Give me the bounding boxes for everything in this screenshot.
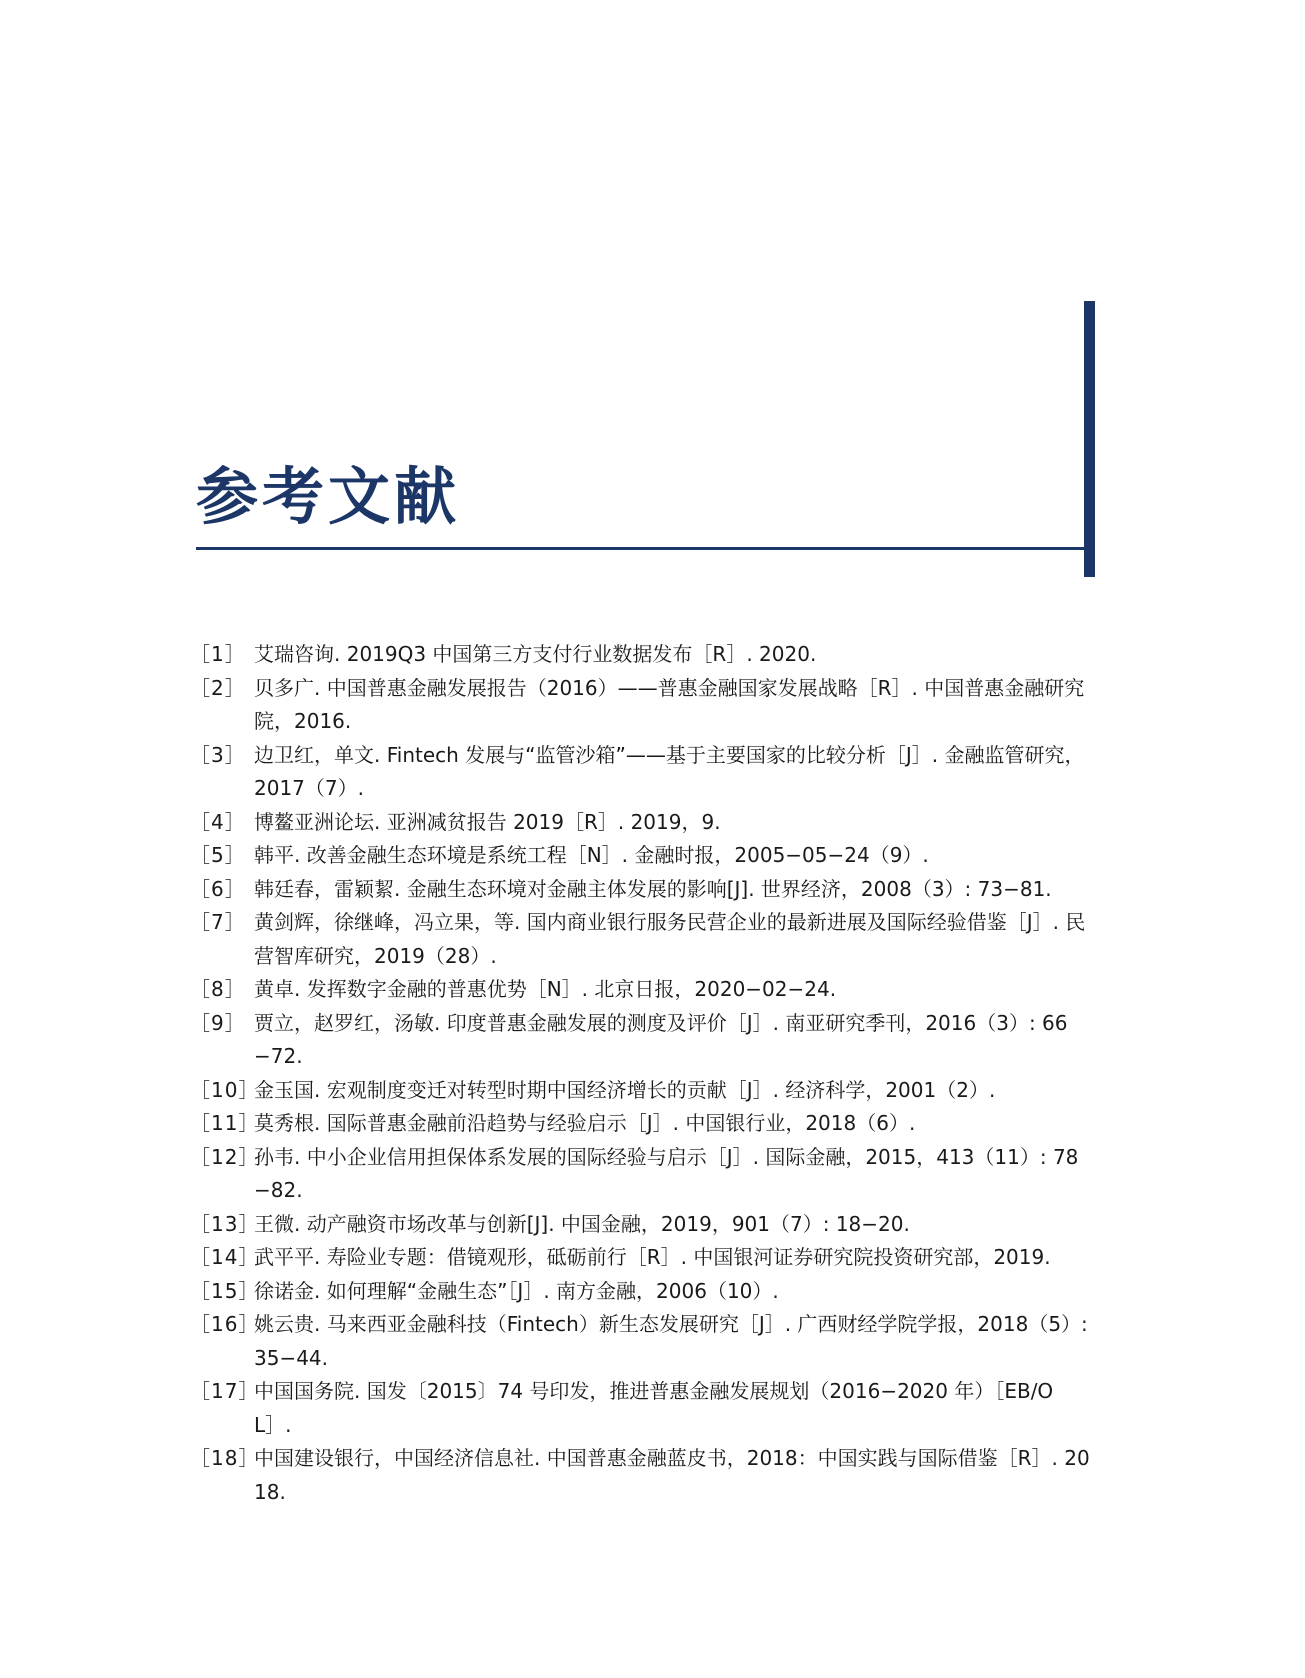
reference-item — [190, 1007, 1090, 1074]
reference-item — [190, 672, 1090, 739]
reference-item — [190, 1107, 1090, 1141]
reference-number: ［14］ — [190, 1245, 260, 1269]
reference-number: ［2］ — [190, 675, 246, 700]
reference-text: 韩廷春，雷颖絜. 金融生态环境对金融主体发展的影响[J]. 世界经济，2008（3）: 73−81. — [254, 876, 1052, 901]
reference-item — [190, 1442, 1090, 1509]
decorative-side-bar — [1084, 301, 1095, 577]
reference-item — [190, 1275, 1090, 1309]
reference-text: 莫秀根. 国际普惠金融前沿趋势与经验启示［J］. 中国银行业，2018（6）. — [254, 1111, 916, 1135]
reference-text: 黄卓. 发挥数字金融的普惠优势［N］. 北京日报，2020−02−24. — [254, 977, 837, 1001]
reference-text: 贝多广. 中国普惠金融发展报告（2016）——普惠金融国家发展战略［R］. 中国普惠金融研究院，2016. — [254, 675, 1085, 733]
reference-text: 姚云贵. 马来西亚金融科技（Fintech）新生态发展研究［J］. 广西财经学院学报，2018（5）: 35−44. — [254, 1312, 1088, 1370]
reference-number: ［6］ — [190, 876, 246, 901]
reference-item — [190, 806, 1090, 840]
reference-number: ［13］ — [190, 1211, 260, 1236]
reference-number: ［10］ — [190, 1077, 260, 1102]
reference-number: ［4］ — [190, 809, 246, 834]
reference-text: 金玉国. 宏观制度变迁对转型时期中国经济增长的贡献［J］. 经济科学，2001（2）. — [254, 1077, 996, 1102]
reference-text: 徐诺金. 如何理解“金融生态”［J］. 南方金融，2006（10）. — [254, 1278, 779, 1303]
reference-number: ［12］ — [190, 1144, 260, 1169]
reference-item — [190, 1074, 1090, 1108]
reference-number: ［18］ — [190, 1446, 260, 1470]
reference-item — [190, 906, 1090, 973]
reference-text: 中国国务院. 国发〔2015〕74 号印发，推进普惠金融发展规划（2016−2020 年）［EB/OL］. — [254, 1379, 1054, 1437]
reference-item — [190, 1375, 1090, 1442]
reference-number: ［15］ — [190, 1278, 260, 1303]
reference-item — [190, 973, 1090, 1007]
reference-number: ［8］ — [190, 977, 246, 1001]
reference-item — [190, 1208, 1090, 1242]
reference-text: 边卫红，单文. Fintech 发展与“监管沙箱”——基于主要国家的比较分析［J］. 金融监管研究，2017（7）. — [254, 742, 1085, 800]
reference-number: ［11］ — [190, 1111, 260, 1135]
reference-item — [190, 839, 1090, 873]
reference-text: 孙韦. 中小企业信用担保体系发展的国际经验与启示［J］. 国际金融，2015，413（11）: 78−82. — [254, 1144, 1079, 1202]
page-title: 参考文献 — [196, 460, 461, 533]
reference-list — [190, 638, 1090, 1509]
reference-text: 武平平. 寿险业专题：借镜观形，砥砺前行［R］. 中国银河证券研究院投资研究部，2019. — [254, 1245, 1051, 1269]
reference-text: 贾立，赵罗红，汤敏. 印度普惠金融发展的测度及评价［J］. 南亚研究季刊，2016（3）: 66−72. — [254, 1010, 1068, 1068]
reference-number: ［1］ — [190, 642, 246, 666]
reference-item — [190, 873, 1090, 907]
reference-text: 艾瑞咨询. 2019Q3 中国第三方支付行业数据发布［R］. 2020. — [254, 642, 817, 666]
reference-text: 中国建设银行，中国经济信息社. 中国普惠金融蓝皮书，2018：中国实践与国际借鉴［R］. 2018. — [254, 1446, 1090, 1504]
reference-number: ［5］ — [190, 843, 246, 867]
reference-number: ［16］ — [190, 1312, 260, 1336]
reference-item — [190, 739, 1090, 806]
reference-number: ［9］ — [190, 1010, 246, 1035]
reference-text: 博鳌亚洲论坛. 亚洲减贫报告 2019［R］. 2019，9. — [254, 809, 721, 834]
reference-item — [190, 1241, 1090, 1275]
reference-item — [190, 1308, 1090, 1375]
reference-item — [190, 1141, 1090, 1208]
reference-number: ［17］ — [190, 1379, 260, 1403]
reference-number: ［7］ — [190, 910, 246, 934]
reference-number: ［3］ — [190, 742, 246, 767]
title-divider — [196, 547, 1084, 550]
reference-text: 王微. 动产融资市场改革与创新[J]. 中国金融，2019，901（7）: 18−20. — [254, 1211, 910, 1236]
reference-text: 黄剑辉，徐继峰，冯立果，等. 国内商业银行服务民营企业的最新进展及国际经验借鉴［J］. 民营智库研究，2019（28）. — [254, 910, 1086, 968]
reference-item — [190, 638, 1090, 672]
reference-text: 韩平. 改善金融生态环境是系统工程［N］. 金融时报，2005−05−24（9）. — [254, 843, 929, 867]
